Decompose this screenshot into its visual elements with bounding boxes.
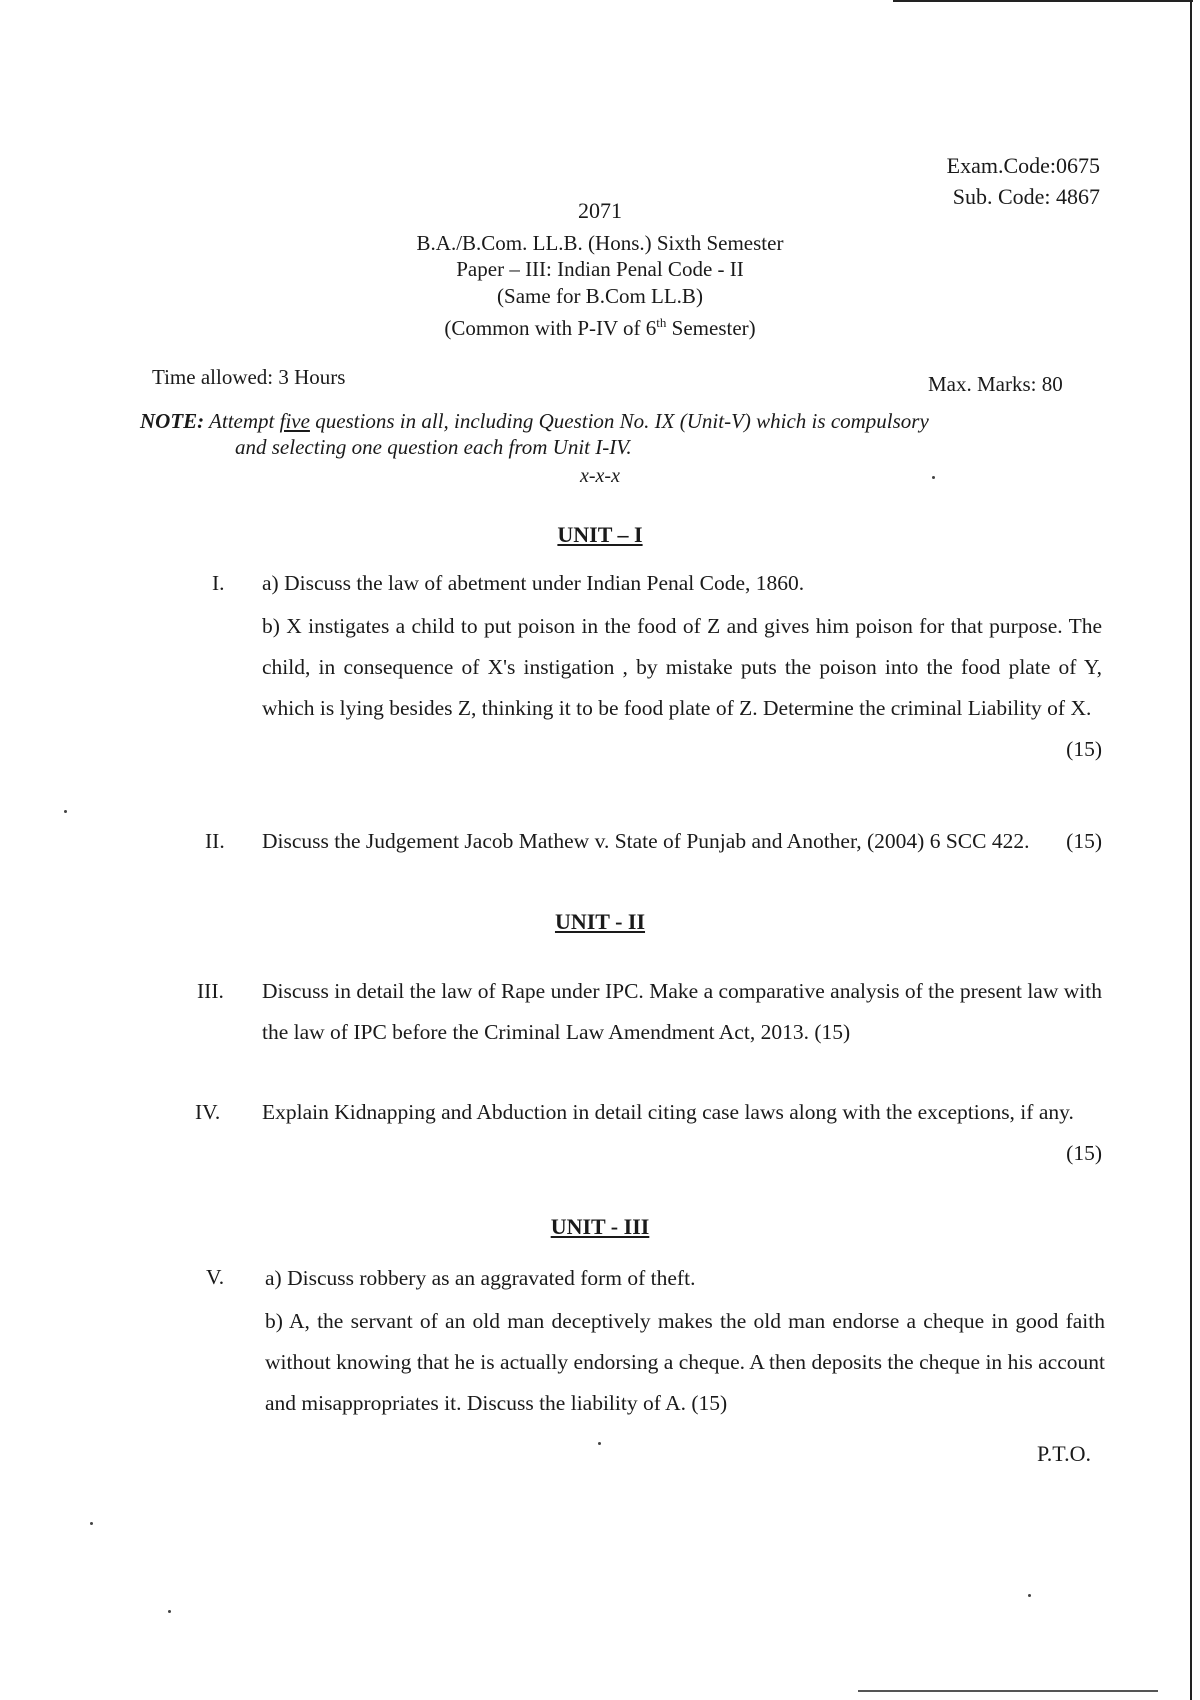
question-1b [262, 606, 1102, 770]
exam-code: Exam.Code:0675 [946, 153, 1100, 178]
question-4 [262, 1092, 1102, 1174]
note-line2: and selecting one question each from Unit I-IV. [235, 435, 632, 459]
note-label: NOTE: [140, 409, 205, 433]
question-2 [262, 821, 1102, 862]
question-1-marks: (15) [1066, 737, 1102, 761]
question-1b-text: b) X instigates a child to put poison in the food of Z and gives him poison for that purpose. The child, in consequence of X's instigation , by mistake puts the poison into the food plate of Y, which is lying besides Z, thinking it to be food plate of Z. Determine the criminal Liability of X. [262, 614, 1102, 720]
question-4-number: IV. [195, 1100, 221, 1124]
time-allowed: Time allowed: 3 Hours [152, 365, 346, 389]
question-2-number: II. [205, 829, 225, 853]
common-with-prefix: (Common with P-IV of 6 [444, 316, 657, 340]
question-5-number: V. [206, 1265, 225, 1289]
question-1a: a) Discuss the law of abetment under Indian Penal Code, 1860. [262, 571, 805, 595]
common-with [0, 310, 1200, 341]
scan-speck [598, 1442, 601, 1445]
course-title: B.A./B.Com. LL.B. (Hons.) Sixth Semester [416, 231, 784, 255]
question-2-marks: (15) [1066, 829, 1102, 853]
question-4-marks: (15) [1066, 1141, 1102, 1165]
question-3-number: III. [197, 979, 224, 1003]
scan-speck [90, 1522, 93, 1525]
common-with-sup: th [656, 315, 667, 330]
paper-number: 2071 [578, 198, 622, 223]
same-for: (Same for B.Com LL.B) [497, 284, 703, 308]
question-5a: a) Discuss robbery as an aggravated form of theft. [265, 1266, 696, 1290]
scan-border-top [893, 0, 1193, 2]
paper-title: Paper – III: Indian Penal Code - II [456, 257, 744, 281]
scan-speck [64, 810, 67, 813]
note-line1-pre: Attempt [209, 409, 280, 433]
note [140, 408, 1110, 460]
page-turn-over: P.T.O. [1037, 1441, 1091, 1466]
max-marks: Max. Marks: 80 [928, 372, 1063, 396]
scan-speck [168, 1610, 171, 1613]
question-5b: b) A, the servant of an old man deceptively makes the old man endorse a cheque in good faith without knowing that he is actually endorsing a cheque. A then deposits the cheque in his account and misappropriates it. Discuss the liability of A. (15) [265, 1309, 1105, 1415]
note-five: five [279, 409, 310, 433]
unit-3-heading: UNIT - III [550, 1214, 650, 1239]
question-4-text: Explain Kidnapping and Abduction in detail citing case laws along with the exceptions, if any. [262, 1100, 1074, 1124]
scan-speck [932, 476, 935, 479]
scan-border-bottom [858, 1690, 1158, 1692]
unit-1-heading: UNIT – I [557, 522, 643, 547]
common-with-suffix: Semester) [666, 316, 756, 340]
separator: x-x-x [580, 465, 620, 487]
question-1-number: I. [212, 571, 225, 595]
note-line1-post: questions in all, including Question No. IX (Unit-V) which is compulsory [309, 409, 929, 433]
unit-2-heading: UNIT - II [554, 909, 646, 934]
subject-code: Sub. Code: 4867 [952, 184, 1100, 209]
question-3-text: Discuss in detail the law of Rape under IPC. Make a comparative analysis of the present law with the law of IPC before the Criminal Law Amendment Act, 2013. (15) [262, 979, 1102, 1044]
question-2-text: Discuss the Judgement Jacob Mathew v. State of Punjab and Another, (2004) 6 SCC 422. [262, 829, 1030, 853]
scan-speck [1028, 1594, 1031, 1597]
